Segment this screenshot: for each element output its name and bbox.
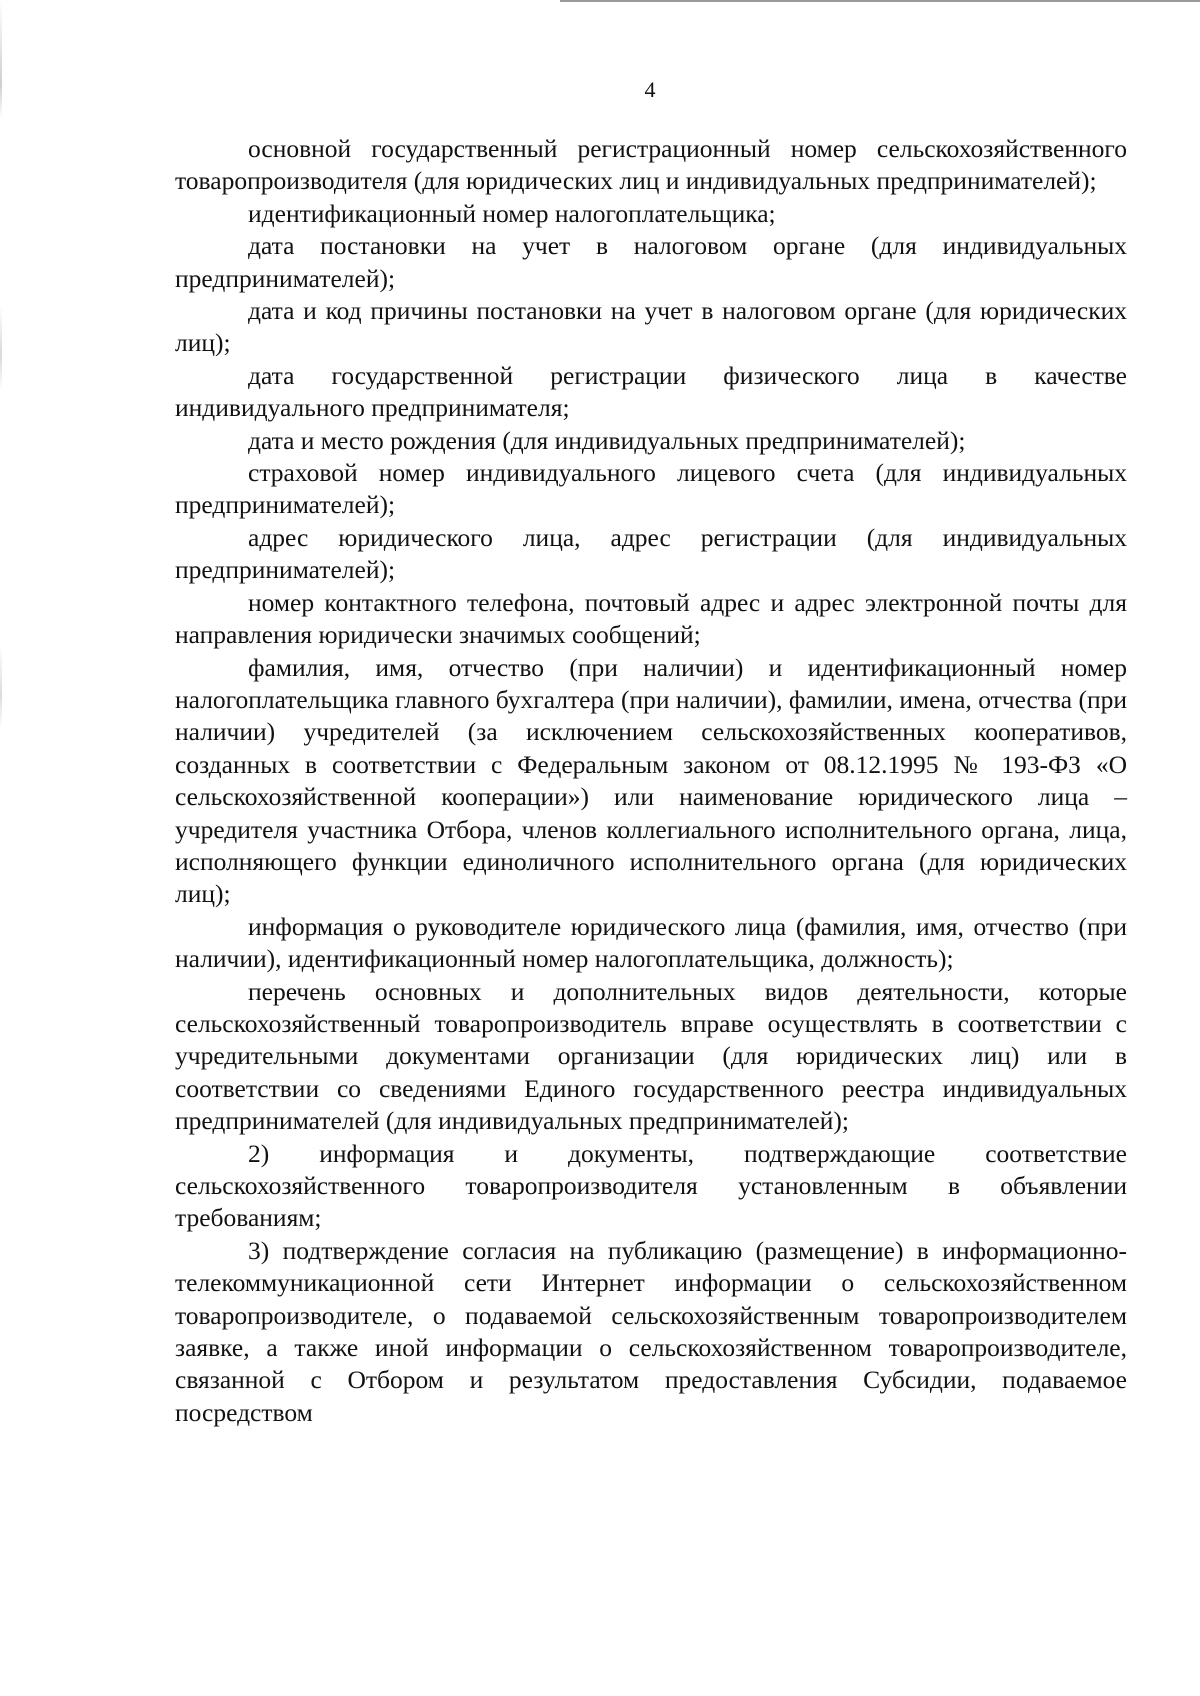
document-body [175,133,1127,1429]
page-number: 4 [644,77,656,102]
paragraph-inn: идентификационный номер налогоплательщика; [248,198,776,228]
paragraph-address: адрес юридического лица, адрес регистрации (для индивидуальных предпринимателей); [175,522,1127,585]
paragraph-item-3: 3) подтверждение согласия на публикацию (размещение) в информационно-телекоммуникационной сети Интернет информации о сельскохозяйственном товаропроизводителе, о подаваемой сельскохозяйственным товаропроизводителем заявке, а также иной информации о сельскохозяйственном товаропроизводителе, связанной с Отбором и результатом предоставления Субсидии, подаваемое посредством [175,1235,1127,1427]
scan-edge-top [560,0,1200,2]
paragraph-tax-registration-date: дата постановки на учет в налоговом органе (для индивидуальных предпринимателей); [175,231,1127,293]
paragraph-activities: перечень основных и дополнительных видов деятельности, которые сельскохозяйственный товаропроизводитель вправе осуществлять в соответствии с учредительными документами организации (для юридических лиц) или в соответствии со сведениями Единого государственного реестра индивидуальных предпринимателей (для индивидуальных предпринимателей); [175,976,1127,1136]
paragraph-ip-registration-date: дата государственной регистрации физического лица в качестве индивидуального предпринимателя; [175,360,1127,423]
paragraph-birth-date-place: дата и место рождения (для индивидуальных предпринимателей); [248,425,966,455]
paragraph-ogrn: основной государственный регистрационный номер сельскохозяйственного товаропроизводителя (для юридических лиц и индивидуальных предпринимателей); [175,134,1127,196]
paragraph-item-2: 2) информация и документы, подтверждающие соответствие сельскохозяйственного товаропроизводителя установленным в объявлении требованиям; [175,1138,1127,1233]
paragraph-contacts: номер контактного телефона, почтовый адрес и адрес электронной почты для направления юридически значимых сообщений; [175,587,1127,650]
paragraph-snils: страховой номер индивидуального лицевого счета (для индивидуальных предпринимателей); [175,458,1127,520]
paragraph-founders: фамилия, имя, отчество (при наличии) и идентификационный номер налогоплательщика главного бухгалтера (при наличии), фамилии, имена, отчества (при наличии) учредителей (за исключением сельскохозяйственных кооперативов, созданных в соответствии с Федеральным законом от 08.12.1995 № 193-ФЗ «О сельскохозяйственной кооперации») или наименование юридического лица – учредителя участника Отбора, членов коллегиального исполнительного органа, лица, исполняющего функции единоличного исполнительного органа (для юридических лиц); [175,652,1127,909]
paragraph-director: информация о руководителе юридического лица (фамилия, имя, отчество (при наличии), идентификационный номер налогоплательщика, должность); [175,911,1127,974]
scan-edge-left [0,0,2,1696]
paragraph-kpp: дата и код причины постановки на учет в налоговом органе (для юридических лиц); [175,296,1127,358]
